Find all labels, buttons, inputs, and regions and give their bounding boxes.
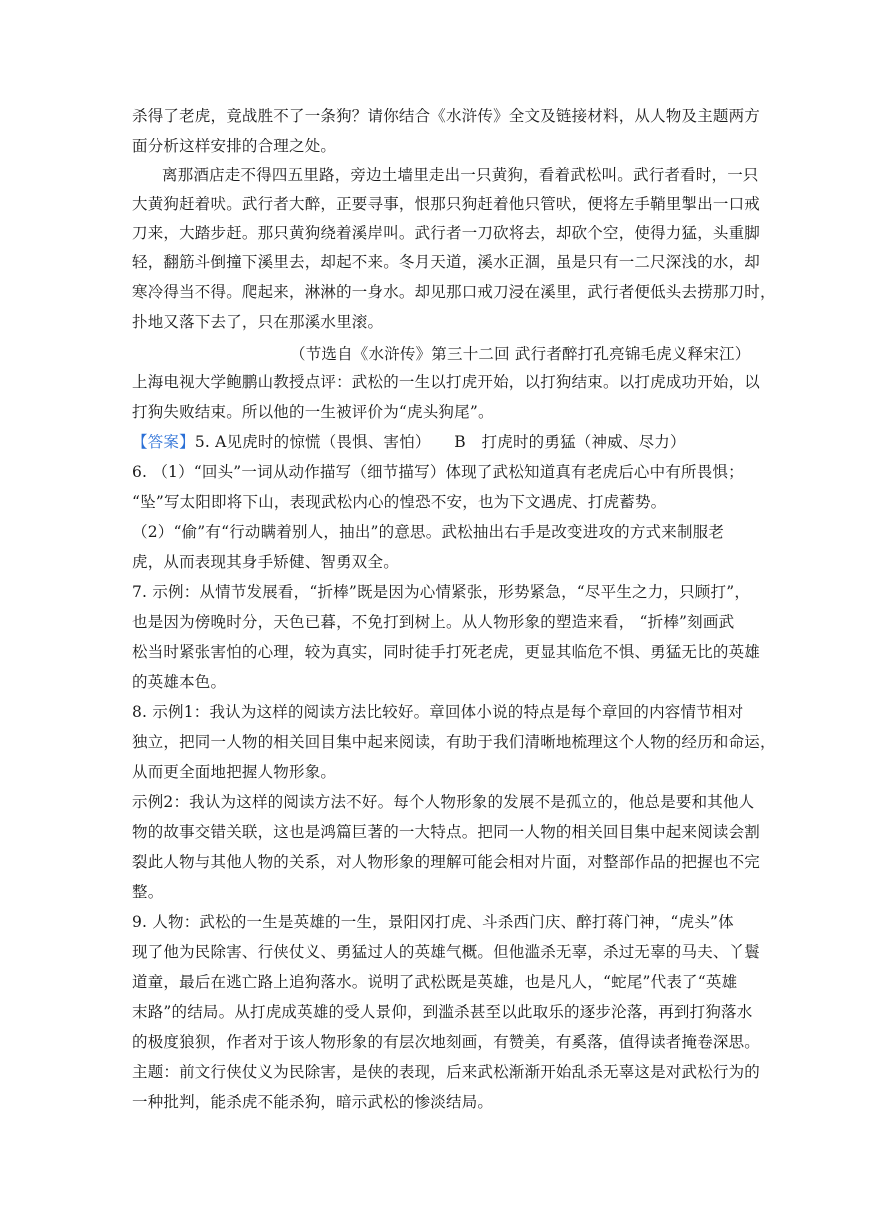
text-line: 6. （1）“回头”一词从动作描写（细节描写）体现了武松知道真有老虎后心中有所畏惧； [132, 463, 744, 481]
text-line: 9. 人物：武松的一生是英雄的一生，景阳冈打虎、斗杀西门庆、醉打蒋门神，“虎头”体 [132, 913, 734, 931]
text-line: 物的故事交错关联，这也是鸿篇巨著的一大特点。把同一人物的相关回目集中起来阅读会割 [132, 823, 761, 841]
text-line: 从而更全面地把握人物形象。 [132, 763, 337, 781]
text-line: 扑地又落下去了，只在那溪水里滚。 [132, 313, 384, 331]
text-line: 7. 示例：从情节发展看，“折棒”既是因为心情紧张，形势紧急，“尽平生之力，只顾打”， [132, 583, 751, 601]
text-line: 示例2：我认为这样的阅读方法不好。每个人物形象的发展不是孤立的，他总是要和其他人 [132, 793, 755, 811]
text-line: 轻，翻筋斗倒撞下溪里去，却起不来。冬月天道，溪水正涸，虽是只有一二尺深浅的水，却 [132, 253, 761, 271]
text-line: 杀得了老虎，竟战胜不了一条狗？请你结合《水浒传》全文及链接材料，从人物及主题两方 [132, 107, 761, 125]
source-citation: （节选自《水浒传》第三十二回 武行者醉打孔亮锦毛虎义释宋江） [290, 345, 751, 363]
text-line: （2）“偷”有“行动瞒着别人，抽出”的意思。武松抽出右手是改变进攻的方式来制服老 [132, 523, 725, 541]
text-line: 面分析这样安排的合理之处。 [132, 137, 337, 155]
text-line: 一种批判，能杀虎不能杀狗，暗示武松的惨淡结局。 [132, 1093, 494, 1111]
text-line: 虎，从而表现其身手矫健、智勇双全。 [132, 553, 399, 571]
answer-tag: 【答案】 [132, 433, 195, 451]
text-line: 上海电视大学鲍鹏山教授点评：武松的一生以打虎开始，以打狗结束。以打虎成功开始，以 [132, 373, 761, 391]
text-line: 也是因为傍晚时分，天色已暮，不免打到树上。从人物形象的塑造来看， “折棒”刻画武 [132, 613, 735, 631]
text-line: 寒冷得当不得。爬起来，淋淋的一身水。却见那口戒刀浸在溪里，武行者便低头去捞那刀时， [132, 283, 776, 301]
text-line: “坠”写太阳即将下山，表现武松内心的惶恐不安，也为下文遇虎、打虎蓄势。 [132, 493, 667, 511]
answer-line [132, 427, 742, 457]
text-line: 道童，最后在逃亡路上追狗落水。说明了武松既是英雄，也是凡人，“蛇尾”代表了“英雄 [132, 973, 738, 991]
text-line: 的英雄本色。 [132, 673, 227, 691]
text-line: 的极度狼狈，作者对于该人物形象的有层次地刻画，有赞美，有奚落，值得读者掩卷深思。 [132, 1033, 761, 1051]
text-line: 刀来，大踏步赶。那只黄狗绕着溪岸叫。武行者一刀砍将去，却砍个空，使得力猛，头重脚 [132, 224, 761, 242]
text-line: 主题：前文行侠仗义为民除害，是侠的表现，后来武松渐渐开始乱杀无辜这是对武松行为的 [132, 1063, 761, 1081]
answer-5: 5. A见虎时的惊慌（畏惧、害怕） B 打虎时的勇猛（神威、尽力） [194, 433, 686, 451]
text-line: 离那酒店走不得四五里路，旁边土墙里走出一只黄狗，看着武松叫。武行者看时，一只 [162, 166, 759, 184]
text-line: 大黄狗赶着吠。武行者大醉，正要寻事，恨那只狗赶着他只管吠，便将左手鞘里掣出一口戒 [132, 195, 761, 213]
text-line: 现了他为民除害、行侠仗义、勇猛过人的英雄气概。但他滥杀无辜，杀过无辜的马夫、丫鬟 [132, 943, 761, 961]
text-line: 松当时紧张害怕的心理，较为真实，同时徒手打死老虎，更显其临危不惧、勇猛无比的英雄 [132, 643, 761, 661]
text-line: 打狗失败结束。所以他的一生被评价为“虎头狗尾”。 [132, 403, 494, 421]
text-line: 独立，把同一人物的相关回目集中起来阅读，有助于我们清晰地梳理这个人物的经历和命运， [132, 733, 776, 751]
text-line: 裂此人物与其他人物的关系，对人物形象的理解可能会相对片面，对整部作品的把握也不完 [132, 853, 761, 871]
text-line: 整。 [132, 883, 164, 901]
text-line: 8. 示例1：我认为这样的阅读方法比较好。章回体小说的特点是每个章回的内容情节相对 [132, 703, 744, 721]
text-line: 末路”的结局。从打虎成英雄的受人景仰，到滥杀甚至以此取乐的逐步沦落，再到打狗落水 [132, 1003, 753, 1021]
